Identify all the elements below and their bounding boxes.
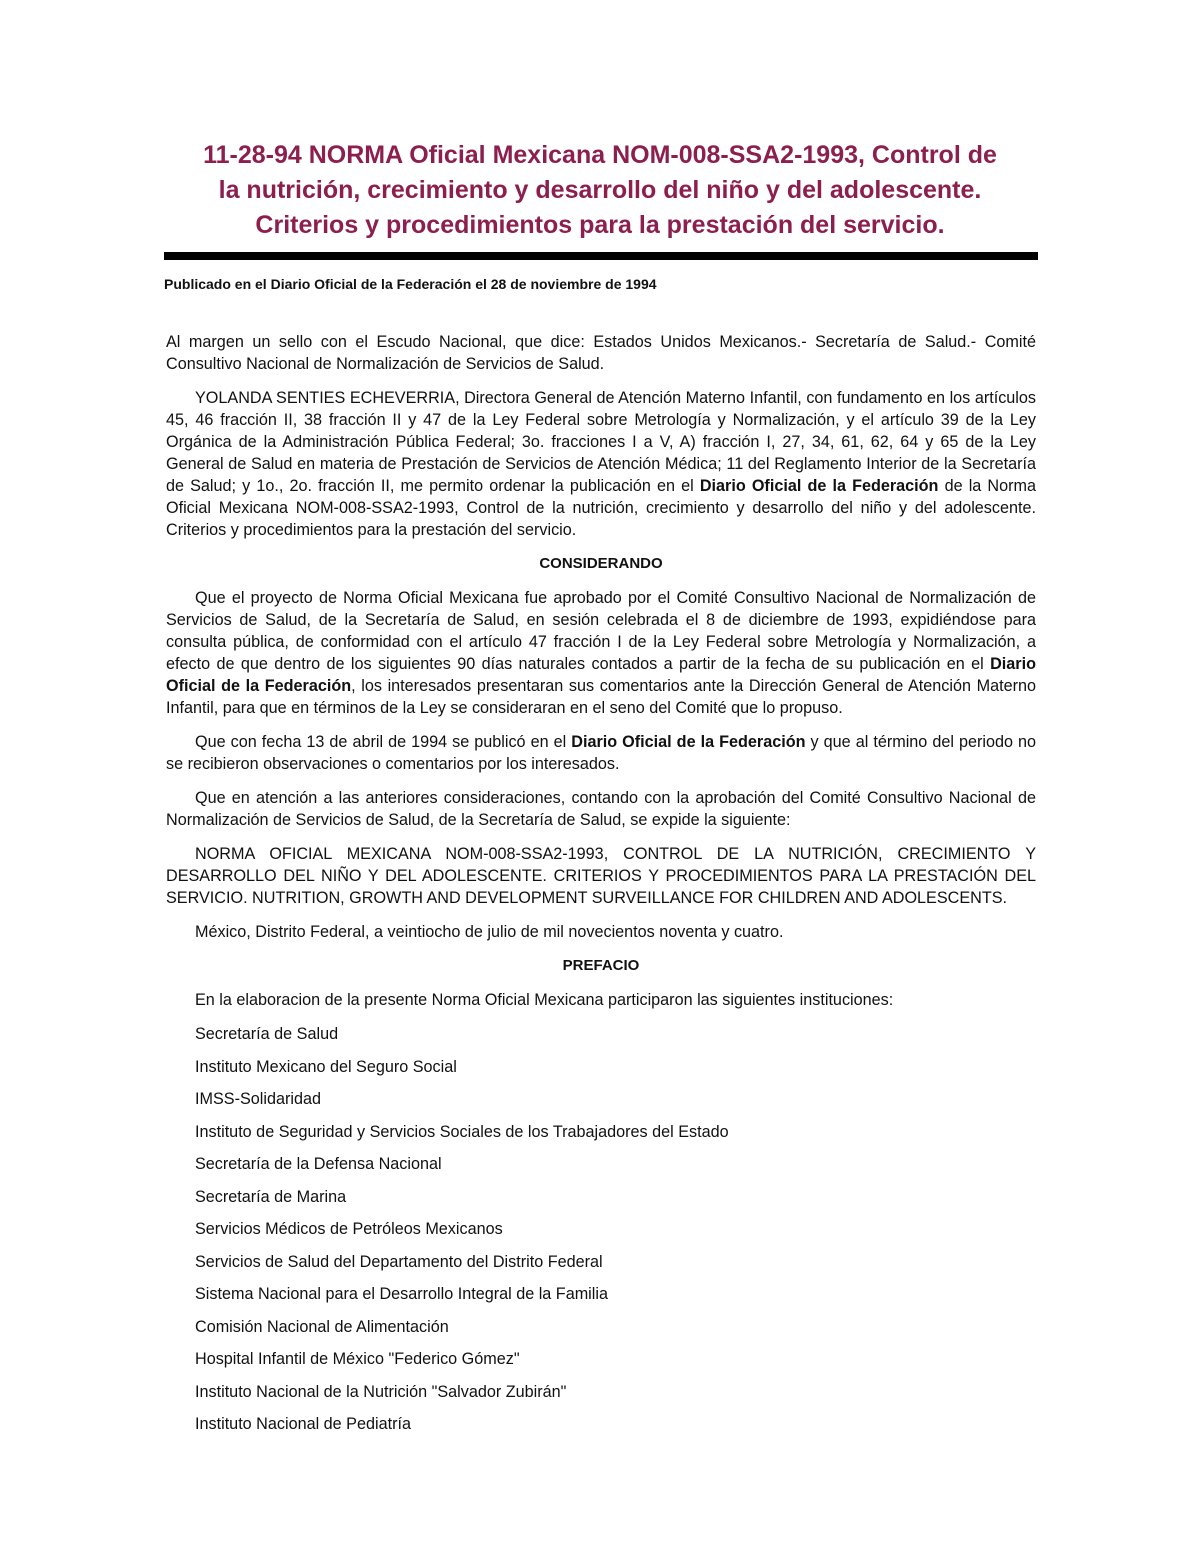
title-divider: [164, 252, 1038, 260]
list-item: Hospital Infantil de México "Federico Gómez": [195, 1350, 520, 1368]
title-line: Criterios y procedimientos para la prestación del servicio.: [255, 211, 945, 239]
list-item: Sistema Nacional para el Desarrollo Integral de la Familia: [195, 1285, 608, 1303]
list-item: IMSS-Solidaridad: [195, 1090, 321, 1108]
list-item: Instituto Nacional de Pediatría: [195, 1415, 411, 1433]
dof-reference: Diario Oficial de la Federación: [699, 477, 939, 495]
dof-reference: Diario Oficial de la Federación: [571, 733, 806, 751]
title-line: la nutrición, crecimiento y desarrollo del niño y del adolescente.: [218, 176, 982, 204]
list-item: Instituto Mexicano del Seguro Social: [195, 1057, 457, 1076]
considerando-paragraph-3: Que en atención a las anteriores consideraciones, contando con la aprobación del Comité Consultivo Nacional de Normalización de Servicios de Salud, de la Secretaría de Salud, se expide la siguiente:: [166, 789, 1036, 829]
list-item: Servicios Médicos de Petróleos Mexicanos: [195, 1220, 503, 1238]
considerando-2-text-end: y que al término del periodo no se recibieron observaciones o comentarios por los interesados.: [166, 733, 1036, 773]
list-item: Secretaría de la Defensa Nacional: [195, 1155, 442, 1173]
prefacio-heading: PREFACIO: [562, 957, 640, 974]
yolanda-paragraph: [166, 387, 1036, 541]
list-item: Comisión Nacional de Alimentación: [195, 1317, 449, 1336]
yolanda-text-end: de la Norma Oficial Mexicana NOM-008-SSA2-1993, Control de la nutrición, crecimiento y desarrollo del niño y del adolescente. Criterios y procedimientos para la prestación del servicio.: [166, 477, 1036, 539]
list-item: Instituto de Seguridad y Servicios Sociales de los Trabajadores del Estado: [195, 1122, 729, 1141]
margin-note-paragraph: Al margen un sello con el Escudo Nacional, que dice: Estados Unidos Mexicanos.- Secretaría de Salud.- Comité Consultivo Nacional de Normalización de Servicios de Salud.: [166, 333, 1036, 373]
title-line: 11-28-94 NORMA Oficial Mexicana NOM-008-SSA2-1993, Control de: [203, 141, 997, 169]
considerando-1-text-end: , los interesados presentaran sus comentarios ante la Dirección General de Atención Materno Infantil, para que en términos de la Ley se consideraran en el seno del Comité que lo propuso.: [166, 677, 1036, 717]
considerando-heading: CONSIDERANDO: [539, 555, 663, 572]
prefacio-intro: En la elaboracion de la presente Norma Oficial Mexicana participaron las siguientes instituciones:: [195, 991, 894, 1009]
institutions-list: [166, 1023, 1036, 1435]
document-title: [150, 138, 1050, 243]
list-item: Secretaría de Marina: [195, 1187, 347, 1206]
list-item: Servicios de Salud del Departamento del Distrito Federal: [195, 1252, 603, 1271]
place-date-paragraph: México, Distrito Federal, a veintiocho de julio de mil novecientos noventa y cuatro.: [195, 923, 784, 941]
publication-note: Publicado en el Diario Oficial de la Federación el 28 de noviembre de 1994: [164, 276, 657, 292]
dof-reference: Diario Oficial de la Federación: [166, 655, 1036, 695]
norma-title-paragraph: NORMA OFICIAL MEXICANA NOM-008-SSA2-1993, CONTROL DE LA NUTRICIÓN, CRECIMIENTO Y DESARROLLO DEL NIÑO Y DEL ADOLESCENTE. CRITERIOS Y PROCEDIMIENTOS PARA LA PRESTACIÓN DEL SERVICIO. NUTRITION, GROWTH AND DEVELOPMENT SURVEILLANCE FOR CHILDREN AND ADOLESCENTS.: [166, 845, 1036, 907]
considerando-paragraph-2: [166, 731, 1036, 775]
list-item: Secretaría de Salud: [195, 1025, 339, 1043]
list-item: Instituto Nacional de la Nutrición "Salvador Zubirán": [195, 1382, 567, 1401]
yolanda-text: YOLANDA SENTIES ECHEVERRIA, Directora General de Atención Materno Infantil, con fundamento en los artículos 45, 46 fracción II, 38 fracción II y 47 de la Ley Federal sobre Metrología y Normalización, y el artículo 39 de la Ley Orgánica de la Administración Pública Federal; 3o. fracciones I a V, A) fracción I, 27, 34, 61, 62, 64 y 65 de la Ley General de Salud en materia de Prestación de Servicios de Atención Médica; 11 del Reglamento Interior de la Secretaría de Salud; y 1o., 2o. fracción II, me permito ordenar la publicación en el: [166, 389, 1036, 495]
considerando-2-text: Que con fecha 13 de abril de 1994 se publicó en el: [195, 733, 572, 751]
considerando-paragraph-1: [166, 587, 1036, 719]
document-body: [166, 331, 1036, 1446]
considerando-1-text: Que el proyecto de Norma Oficial Mexicana fue aprobado por el Comité Consultivo Nacional de Normalización de Servicios de Salud, de la Secretaría de Salud, en sesión celebrada el 8 de diciembre de 1993, expidiéndose para consulta pública, de conformidad con el artículo 47 fracción I de la Ley Federal sobre Metrología y Normalización, a efecto de que dentro de los siguientes 90 días naturales contados a partir de la fecha de su publicación en el: [166, 589, 1036, 673]
